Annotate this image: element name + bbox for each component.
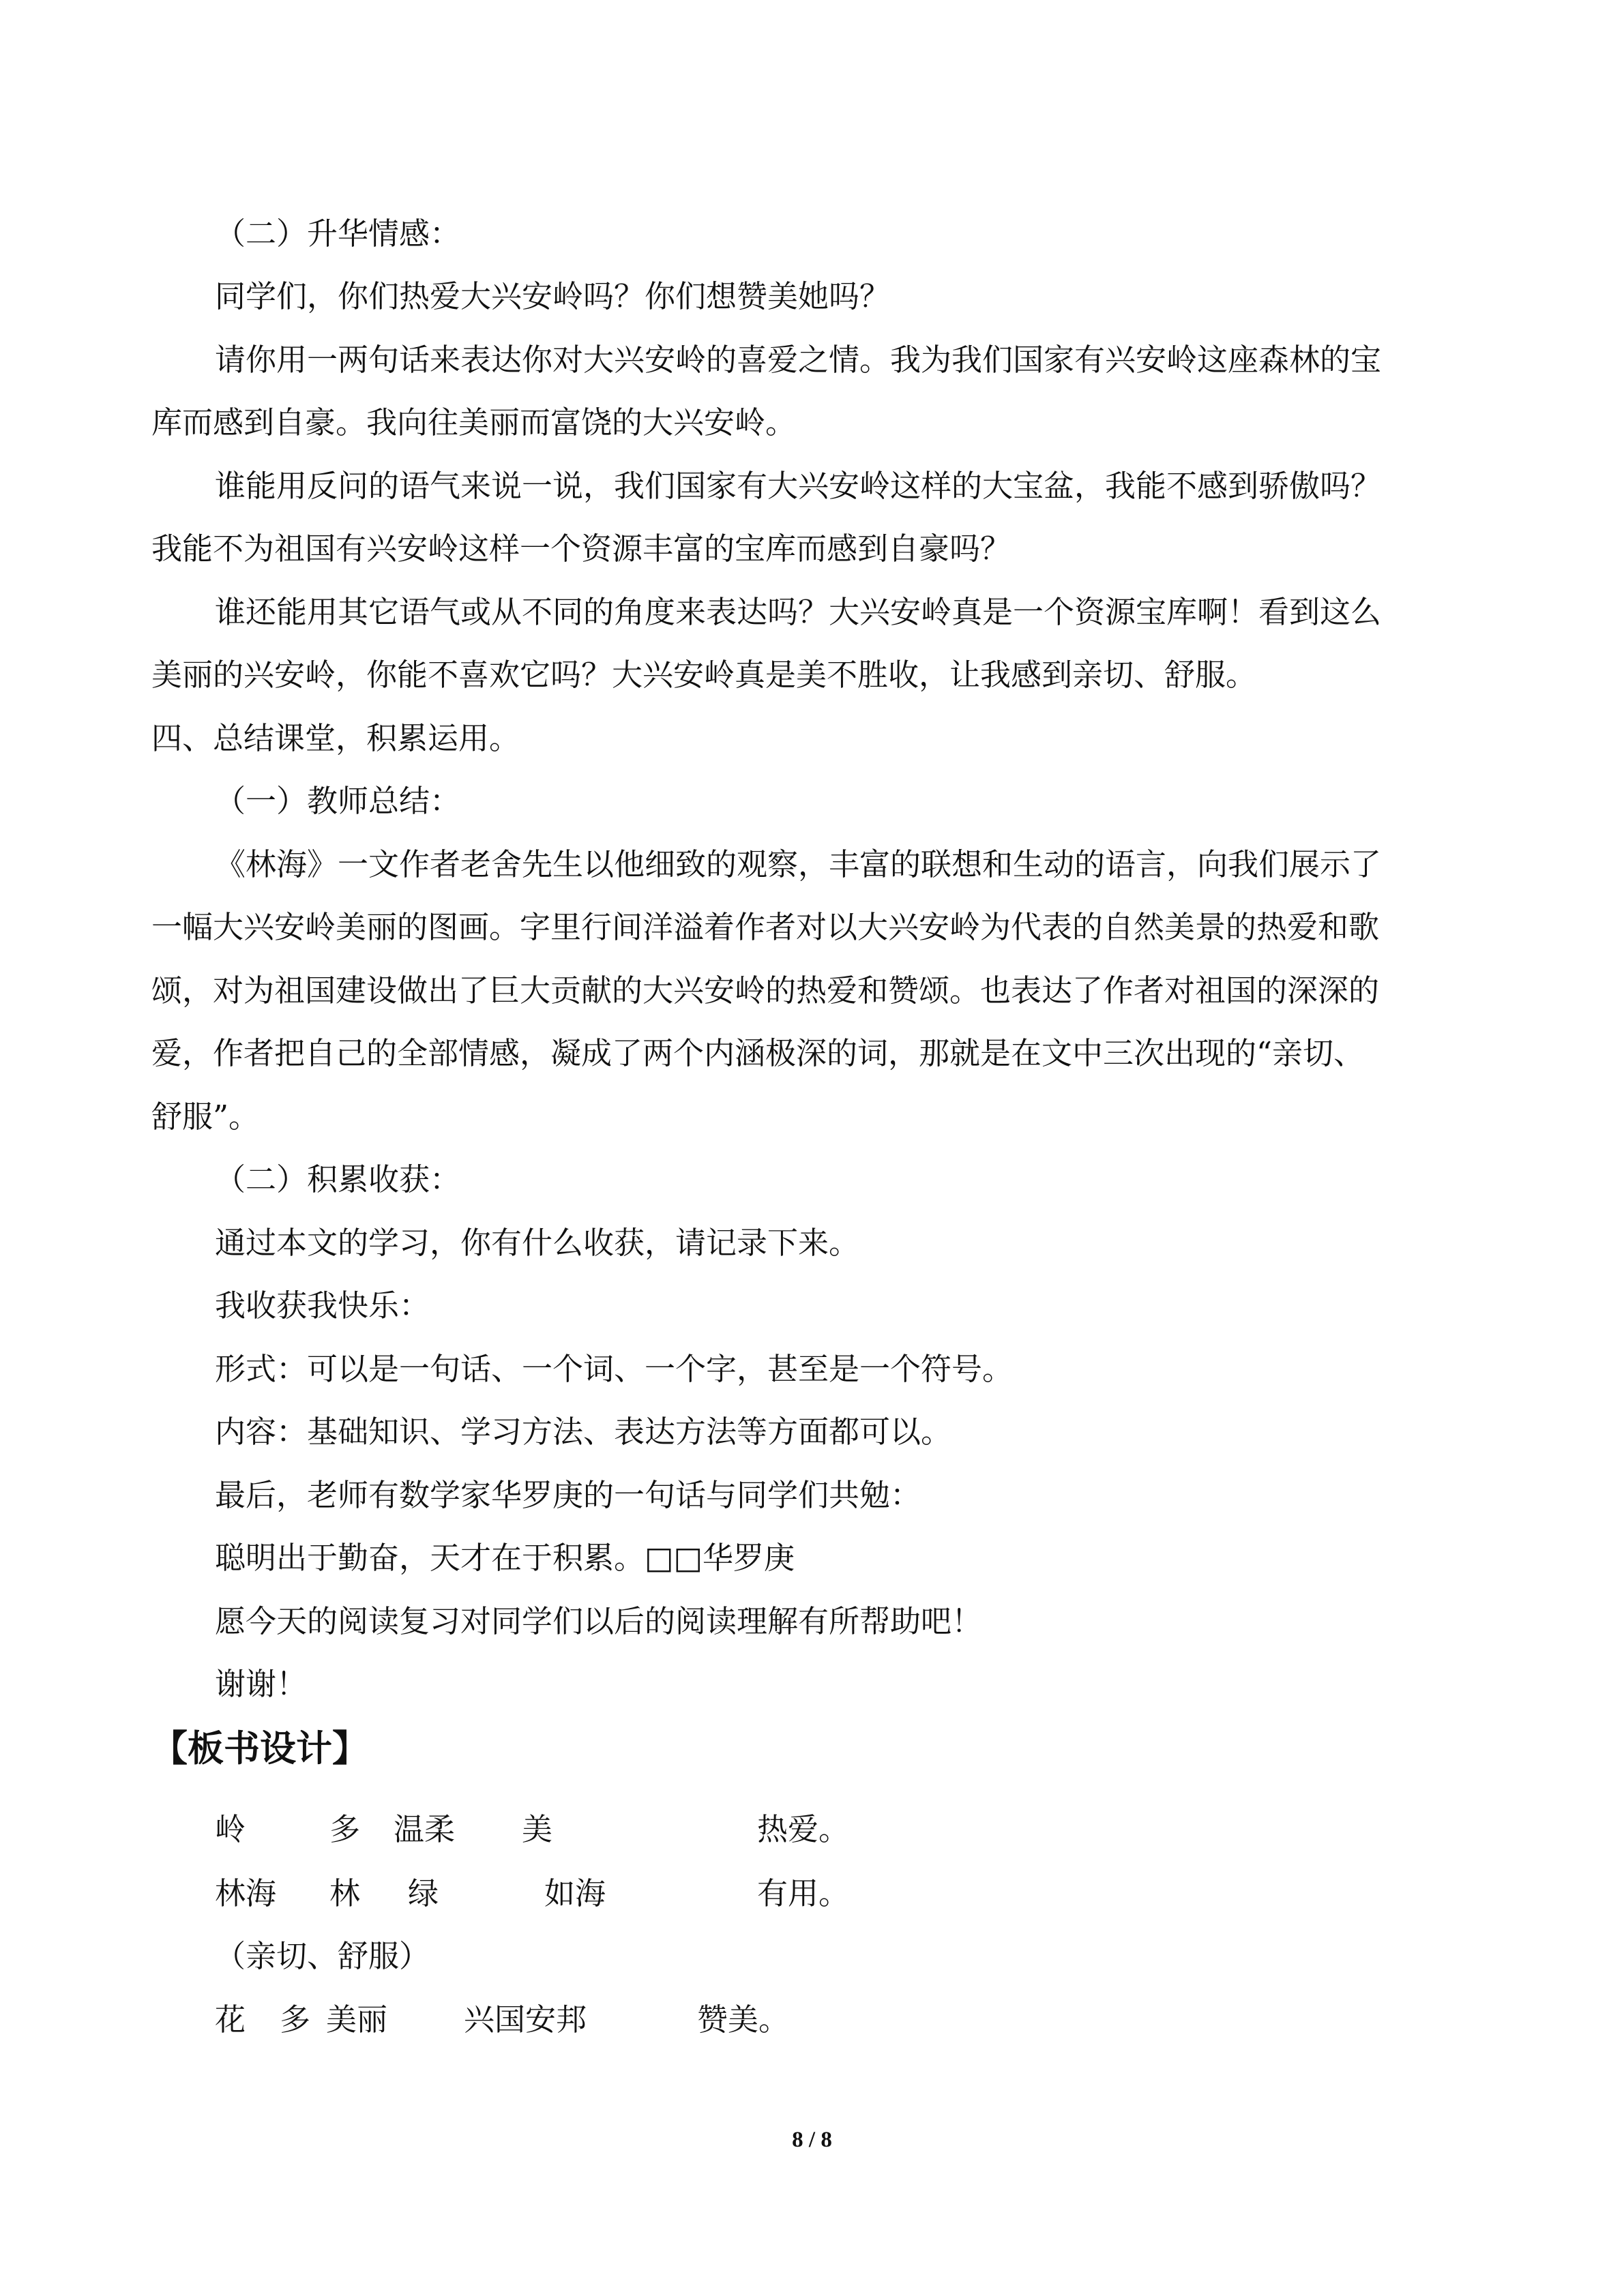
board-cell: 兴国安邦 — [464, 2001, 587, 2038]
board-cell: 热爱。 — [757, 1811, 850, 1847]
paragraph-line: 库而感到自豪。我向往美丽而富饶的大兴安岭。 — [151, 404, 797, 441]
paragraph-line: 内容：基础知识、学习方法、表达方法等方面都可以。 — [215, 1414, 952, 1450]
paragraph-line: 形式：可以是一句话、一个词、一个字，甚至是一个符号。 — [215, 1351, 1014, 1387]
board-cell: 林 — [329, 1875, 361, 1911]
page-number: 8 / 8 — [792, 2128, 832, 2152]
section-title-summary: 四、总结课堂，积累运用。 — [151, 720, 520, 756]
paragraph-question: 同学们，你们热爱大兴安岭吗？你们想赞美她吗？ — [215, 278, 891, 314]
board-cell: 岭 — [215, 1811, 246, 1847]
paragraph-line: 《林海》一文作者老舍先生以他细致的观察，丰富的联想和生动的语言，向我们展示了 — [215, 846, 1382, 882]
paragraph-line: 舒服”。 — [151, 1099, 260, 1135]
paragraph-line: 我能不为祖国有兴安岭这样一个资源丰富的宝库而感到自豪吗？ — [151, 531, 1012, 567]
paragraph-line: 美丽的兴安岭，你能不喜欢它吗？大兴安岭真是美不胜收，让我感到亲切、舒服。 — [151, 657, 1257, 693]
paragraph-line: 谁能用反问的语气来说一说，我们国家有大兴安岭这样的大宝盆，我能不感到骄傲吗？ — [215, 468, 1382, 504]
board-cell: 花 — [215, 2001, 246, 2038]
subsection-title: （一）教师总结： — [215, 783, 461, 819]
board-cell: 美 — [522, 1811, 553, 1847]
board-cell: 美丽 — [326, 2001, 388, 2038]
board-cell: 赞美。 — [697, 2001, 790, 2038]
board-cell: 林海 — [215, 1875, 277, 1911]
section-title-sublimate: （二）升华情感： — [215, 215, 461, 252]
paragraph-line: 最后，老师有数学家华罗庚的一句话与同学们共勉： — [215, 1477, 921, 1513]
subsection-title: （二）积累收获： — [215, 1161, 461, 1197]
paragraph-line: 愿今天的阅读复习对同学们以后的阅读理解有所帮助吧！ — [215, 1603, 983, 1639]
board-cell: 多 — [280, 2001, 311, 2038]
paragraph-line: 颂，对为祖国建设做出了巨大贡献的大兴安岭的热爱和赞颂。也表达了作者对祖国的深深的 — [151, 972, 1380, 1009]
board-design-heading: 【板书设计】 — [151, 1728, 368, 1770]
paragraph-line: 请你用一两句话来表达你对大兴安岭的喜爱之情。我为我们国家有兴安岭这座森林的宝 — [215, 342, 1382, 378]
board-cell: 有用。 — [757, 1875, 850, 1911]
board-cell: 绿 — [408, 1875, 439, 1911]
board-cell: 温柔 — [394, 1811, 456, 1847]
paragraph-line: 通过本文的学习，你有什么收获，请记录下来。 — [215, 1225, 860, 1261]
paragraph-line: 谁还能用其它语气或从不同的角度来表达吗？大兴安岭真是一个资源宝库啊！看到这么 — [215, 594, 1382, 630]
paragraph-line: 爱，作者把自己的全部情感，凝成了两个内涵极深的词，那就是在文中三次出现的“亲切、 — [151, 1035, 1365, 1071]
board-cell: 如海 — [544, 1875, 606, 1911]
paragraph-line: 谢谢！ — [215, 1666, 308, 1702]
paragraph-line: 一幅大兴安岭美丽的图画。字里行间洋溢着作者对以大兴安岭为代表的自然美景的热爱和歌 — [151, 909, 1380, 945]
quote-line: 聪明出于勤奋，天才在于积累。□□华罗庚 — [215, 1540, 795, 1576]
paragraph-line: 我收获我快乐： — [215, 1287, 430, 1324]
board-cell: 多 — [329, 1811, 361, 1847]
board-cell: （亲切、舒服） — [215, 1938, 430, 1974]
